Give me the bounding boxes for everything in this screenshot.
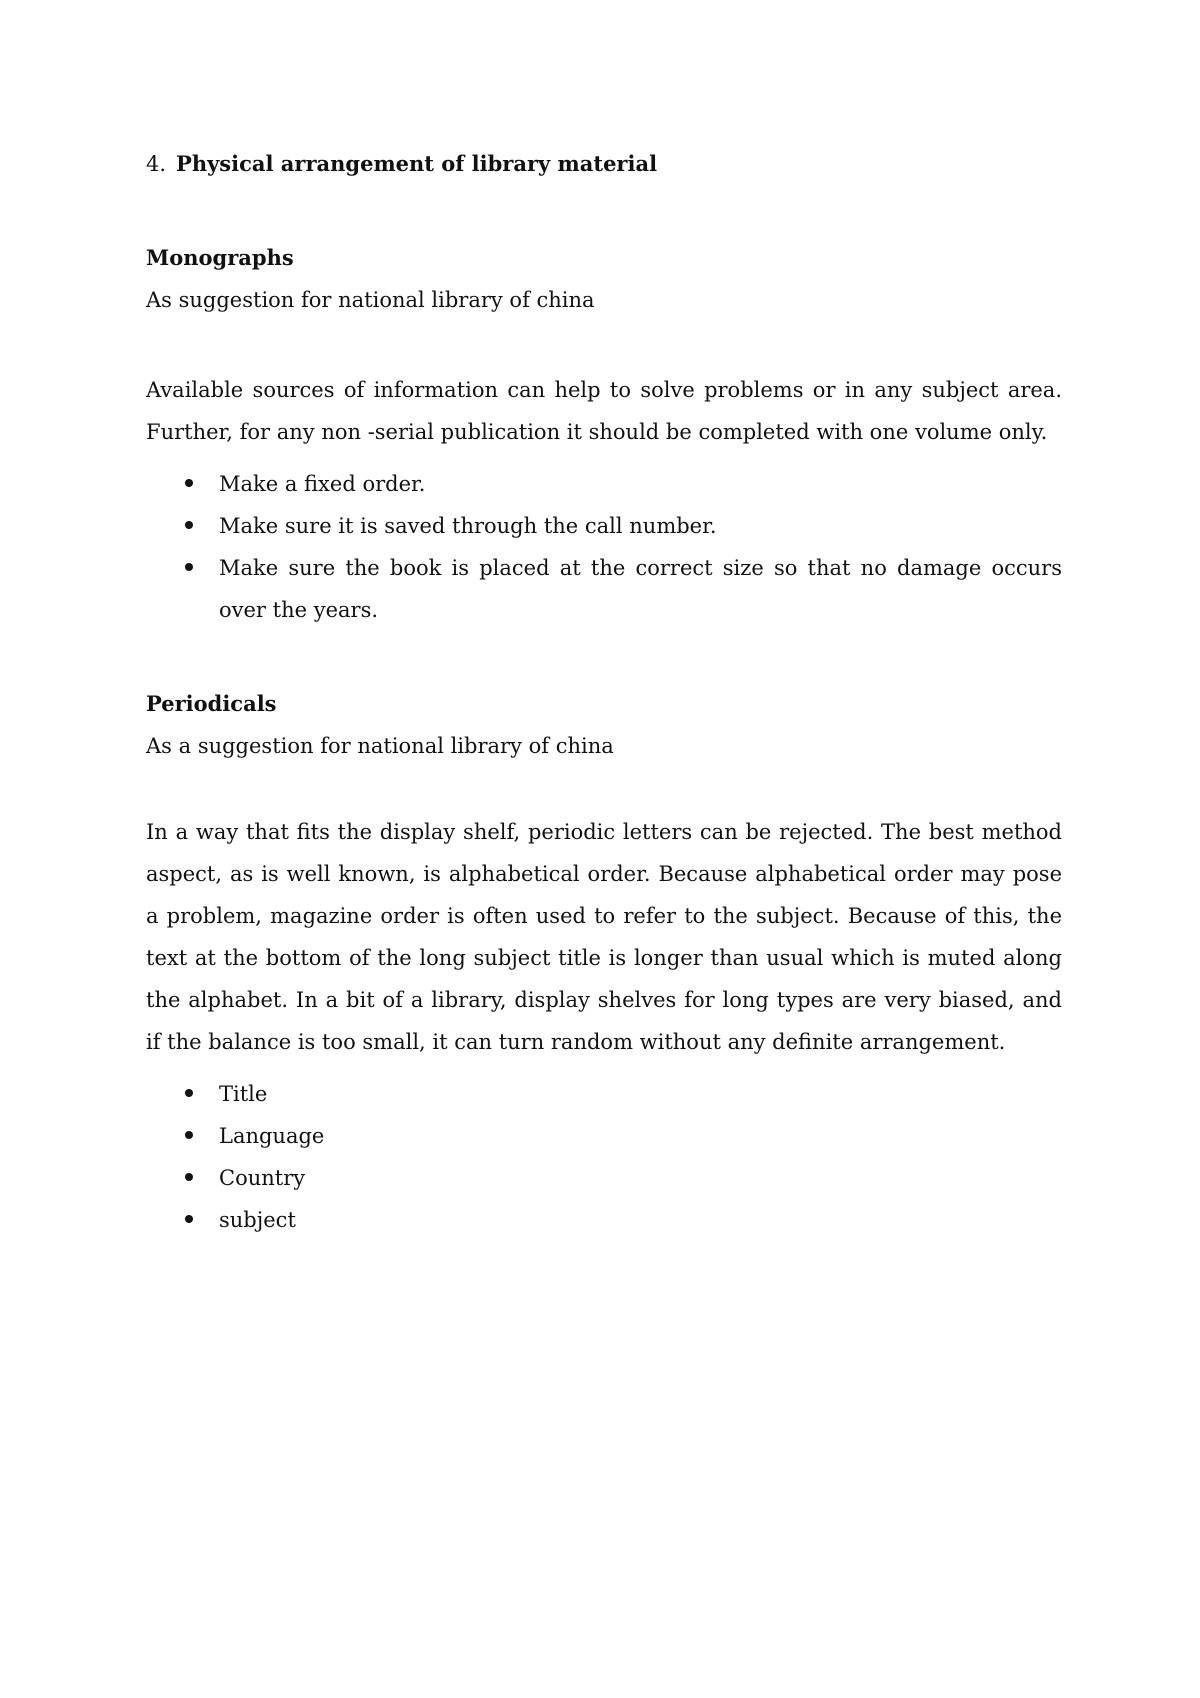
list-item (146, 547, 1062, 631)
monographs-title: Monographs (146, 245, 294, 270)
list-item-text: Make sure the book is placed at the correct size so that no damage occurs over the years. (219, 556, 1062, 622)
bullet-dot (185, 1215, 193, 1223)
list-item (146, 1199, 1062, 1241)
list-item (146, 505, 1062, 547)
bullet-dot (185, 1089, 193, 1097)
list-item-text: Language (219, 1124, 325, 1148)
heading-title: Physical arrangement of library material (176, 151, 658, 176)
spacer (146, 767, 1062, 811)
bullet-dot (185, 563, 193, 571)
list-item-text: Title (219, 1082, 268, 1106)
bullet-dot (185, 479, 193, 487)
section-heading (146, 143, 1062, 185)
list-item (146, 463, 1062, 505)
heading-number: 4. (146, 152, 167, 176)
bullet-dot (185, 521, 193, 529)
list-item (146, 1073, 1062, 1115)
bullet-dot (185, 1131, 193, 1139)
periodicals-paragraph: In a way that fits the display shelf, periodic letters can be rejected. The best method aspect, as is well known, is alphabetical order. Because alphabetical order may pose a problem, magazine order is often used to refer to the subject. Because of this, the text at the bottom of the long subject title is longer than usual which is muted along the alphabet. In a bit of a library, display shelves for long types are very biased, and if the balance is too small, it can turn random without any definite arrangement. (146, 820, 1062, 1054)
list-item-text: Make a fixed order. (219, 472, 426, 496)
list-item-text: Country (219, 1166, 306, 1190)
spacer (146, 453, 1062, 463)
list-item (146, 1157, 1062, 1199)
spacer (146, 1063, 1062, 1073)
bullet-dot (185, 1173, 193, 1181)
spacer (146, 185, 1062, 237)
monographs-paragraph: Available sources of information can help to solve problems or in any subject area. Further, for any non -serial publication it should be completed with one volume only. (146, 378, 1062, 444)
periodicals-title: Periodicals (146, 691, 277, 716)
monographs-bullet-list (146, 463, 1062, 631)
periodicals-bullet-list (146, 1073, 1062, 1241)
list-item-text: subject (219, 1208, 296, 1232)
monographs-subtitle: As suggestion for national library of china (146, 288, 595, 312)
periodicals-subtitle: As a suggestion for national library of china (146, 734, 614, 758)
spacer (146, 631, 1062, 683)
spacer (146, 321, 1062, 369)
list-item (146, 1115, 1062, 1157)
list-item-text: Make sure it is saved through the call number. (219, 514, 717, 538)
document-content (146, 143, 1062, 1241)
